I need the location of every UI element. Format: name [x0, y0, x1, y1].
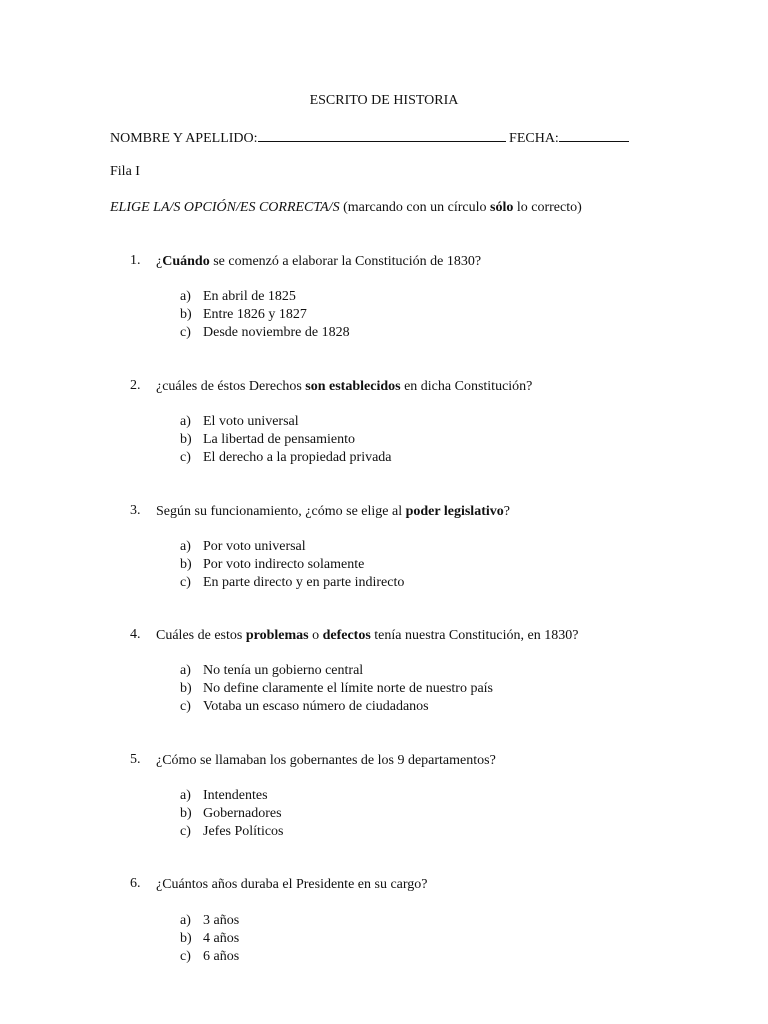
- question-number: 5.: [130, 752, 141, 767]
- question-text: Cuáles de estos problemas o defectos tenía nuestra Constitución, en 1830?: [156, 628, 579, 643]
- instruction-pre: (marcando con un círculo: [339, 200, 491, 215]
- question-text: ¿Cómo se llamaban los gobernantes de los 9 departamentos?: [156, 753, 496, 768]
- name-label: NOMBRE Y APELLIDO:: [110, 131, 258, 146]
- question-number: 1.: [130, 253, 141, 268]
- page-title: ESCRITO DE HISTORIA: [309, 93, 459, 108]
- question-text: ¿Cuándo se comenzó a elaborar la Constitución de 1830?: [156, 254, 482, 269]
- question-text: ¿Cuántos años duraba el Presidente en su cargo?: [156, 877, 428, 892]
- question-text: ¿cuáles de éstos Derechos son establecidos en dicha Constitución?: [156, 379, 533, 394]
- row-label: Fila I: [110, 164, 140, 179]
- question-number: 2.: [130, 378, 141, 393]
- date-blank[interactable]: [559, 128, 629, 142]
- instruction-post: lo correcto): [513, 200, 582, 215]
- question-number: 3.: [130, 503, 141, 518]
- question-number: 4.: [130, 627, 141, 642]
- name-blank[interactable]: [258, 128, 506, 142]
- exam-page: ESCRITO DE HISTORIA NOMBRE Y APELLIDO: FECHA: Fila I ELIGE LA/S OPCIÓN/ES CORRECTA/S (marcando con un círculo sólo lo correcto) 1. ¿Cuándo se comenzó a elaborar la Constitución de 1830? a) En abril de 1825 b) Entre 1826 y 1827 c) Desde noviembre de 1828 2. ¿cuáles de éstos Derechos son establecidos en dicha Constitución? a) El voto universal b) La libertad de pensamiento c) El derecho a la propiedad privada 3. Según su funcionamiento, ¿cómo se elige al poder legislativo? a) Por voto universal b) Por voto indirecto solamente c) En parte directo y en parte indirecto 4. Cuáles de estos problemas o defectos tenía nuestra Constitución, en 1830? a) No tenía un gobierno central b) No define claramente el límite norte de nuestro país c) Votaba un escaso número de ciudadanos 5. ¿Cómo se llamaban los gobernantes de los 9 departamentos? a) Intendentes b) Gobernadores c) Jefes Políticos 6. ¿Cuántos años duraba el Presidente en su cargo? a) 3 años b) 4 años c) 6 años: [0, 0, 768, 1024]
- instruction-italic: ELIGE LA/S OPCIÓN/ES CORRECTA/S: [110, 200, 340, 215]
- question-number: 6.: [130, 876, 141, 891]
- instructions: [110, 199, 582, 217]
- date-label: FECHA:: [509, 131, 559, 146]
- question-text: Según su funcionamiento, ¿cómo se elige al poder legislativo?: [156, 504, 510, 519]
- instruction-bold: sólo: [490, 200, 514, 215]
- name-date-line: [110, 128, 629, 148]
